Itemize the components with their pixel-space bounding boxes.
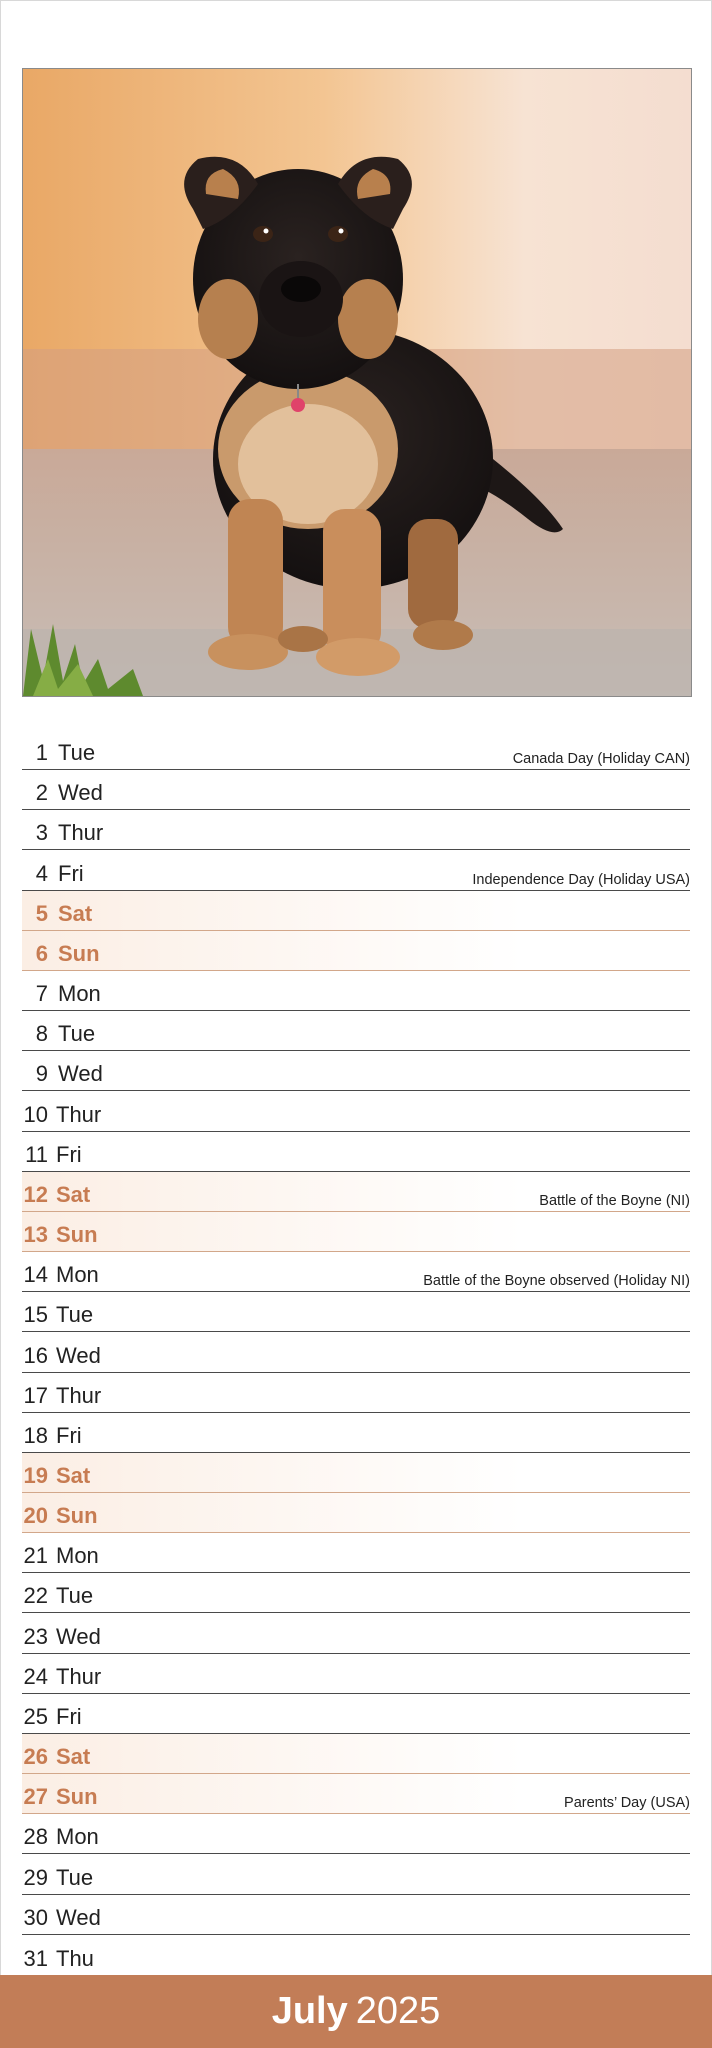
holiday-note: Independence Day (Holiday USA) xyxy=(472,871,690,888)
day-row xyxy=(22,1935,690,1975)
day-name: Thu xyxy=(56,1945,94,1971)
day-row xyxy=(22,1854,690,1894)
month-footer xyxy=(0,1975,712,2048)
holiday-note: Battle of the Boyne observed (Holiday NI) xyxy=(423,1273,690,1290)
day-row xyxy=(22,1814,690,1854)
day-name: Fri xyxy=(56,1141,82,1167)
day-name: Mon xyxy=(56,1824,99,1850)
day-row xyxy=(22,1413,690,1453)
day-row xyxy=(22,1694,690,1734)
day-name: Tue xyxy=(56,1864,94,1890)
day-name: Thur xyxy=(56,1382,102,1408)
day-row xyxy=(22,1292,690,1332)
weekend-day-row xyxy=(22,1212,690,1252)
day-number: 3 xyxy=(35,820,48,846)
day-number: 23 xyxy=(23,1623,48,1649)
day-name: Sun xyxy=(58,940,100,966)
day-name: Sat xyxy=(56,1462,91,1488)
day-row xyxy=(22,1373,690,1413)
day-row xyxy=(22,1533,690,1573)
day-row xyxy=(22,1051,690,1091)
day-number: 29 xyxy=(23,1864,48,1890)
day-number: 12 xyxy=(23,1181,48,1207)
day-number: 15 xyxy=(23,1302,48,1328)
day-row xyxy=(22,770,690,810)
day-number: 2 xyxy=(35,780,48,806)
day-name: Fri xyxy=(56,1703,82,1729)
day-number: 31 xyxy=(23,1945,48,1971)
day-row xyxy=(22,810,690,850)
holiday-note: Canada Day (Holiday CAN) xyxy=(512,751,690,768)
day-row xyxy=(22,1252,690,1292)
day-row xyxy=(22,1613,690,1653)
day-name: Wed xyxy=(56,1623,101,1649)
day-number: 18 xyxy=(23,1422,48,1448)
day-number: 13 xyxy=(23,1222,48,1248)
day-name: Tue xyxy=(56,1302,94,1328)
day-number: 7 xyxy=(35,981,48,1007)
day-number: 4 xyxy=(35,860,48,886)
puppy-photo xyxy=(22,68,692,697)
holiday-note: Battle of the Boyne (NI) xyxy=(539,1192,690,1209)
weekend-day-row xyxy=(22,1493,690,1533)
day-number: 30 xyxy=(23,1904,48,1930)
day-name: Fri xyxy=(58,860,84,886)
day-name: Thur xyxy=(56,1663,102,1689)
day-row xyxy=(22,1011,690,1051)
day-number: 28 xyxy=(23,1824,48,1850)
day-number: 19 xyxy=(23,1462,48,1488)
holiday-note: Parents’ Day (USA) xyxy=(564,1795,690,1812)
day-name: Tue xyxy=(58,1021,96,1047)
day-row xyxy=(22,1654,690,1694)
day-number: 17 xyxy=(23,1382,48,1408)
day-name: Sat xyxy=(56,1181,91,1207)
day-row xyxy=(22,1091,690,1131)
day-row xyxy=(22,971,690,1011)
day-number: 16 xyxy=(23,1342,48,1368)
day-number: 24 xyxy=(23,1663,48,1689)
day-number: 6 xyxy=(35,940,48,966)
day-number: 11 xyxy=(25,1141,48,1167)
puppy-photo-illustration xyxy=(23,69,691,696)
day-number: 22 xyxy=(23,1583,48,1609)
day-name: Fri xyxy=(56,1422,82,1448)
day-name: Sun xyxy=(56,1503,98,1529)
day-number: 26 xyxy=(23,1744,48,1770)
day-name: Mon xyxy=(56,1262,99,1288)
weekend-day-row xyxy=(22,1774,690,1814)
day-list xyxy=(22,730,690,1975)
day-number: 5 xyxy=(35,900,48,926)
day-row xyxy=(22,730,690,770)
day-name: Mon xyxy=(56,1543,99,1569)
day-name: Tue xyxy=(56,1583,94,1609)
day-name: Mon xyxy=(58,981,101,1007)
weekend-day-row xyxy=(22,1172,690,1212)
day-number: 1 xyxy=(35,740,48,766)
day-number: 20 xyxy=(23,1503,48,1529)
day-name: Sat xyxy=(58,900,93,926)
day-name: Wed xyxy=(58,1061,103,1087)
day-number: 25 xyxy=(23,1703,48,1729)
day-name: Sat xyxy=(56,1744,91,1770)
day-number: 27 xyxy=(23,1784,48,1810)
weekend-day-row xyxy=(22,931,690,971)
day-name: Wed xyxy=(56,1342,101,1368)
month-name: July xyxy=(271,1990,348,2032)
year: 2025 xyxy=(355,1990,441,2032)
day-row xyxy=(22,850,690,890)
day-row xyxy=(22,1332,690,1372)
weekend-day-row xyxy=(22,1734,690,1774)
day-row xyxy=(22,1573,690,1613)
day-name: Wed xyxy=(58,780,103,806)
day-name: Wed xyxy=(56,1904,101,1930)
day-name: Thur xyxy=(56,1101,102,1127)
day-row xyxy=(22,1132,690,1172)
day-name: Sun xyxy=(56,1222,98,1248)
weekend-day-row xyxy=(22,891,690,931)
day-name: Sun xyxy=(56,1784,98,1810)
day-number: 21 xyxy=(23,1543,48,1569)
day-row xyxy=(22,1895,690,1935)
weekend-day-row xyxy=(22,1453,690,1493)
day-number: 8 xyxy=(35,1021,48,1047)
day-name: Tue xyxy=(58,740,96,766)
day-number: 9 xyxy=(35,1061,48,1087)
day-number: 10 xyxy=(23,1101,48,1127)
day-number: 14 xyxy=(23,1262,48,1288)
day-name: Thur xyxy=(58,820,104,846)
